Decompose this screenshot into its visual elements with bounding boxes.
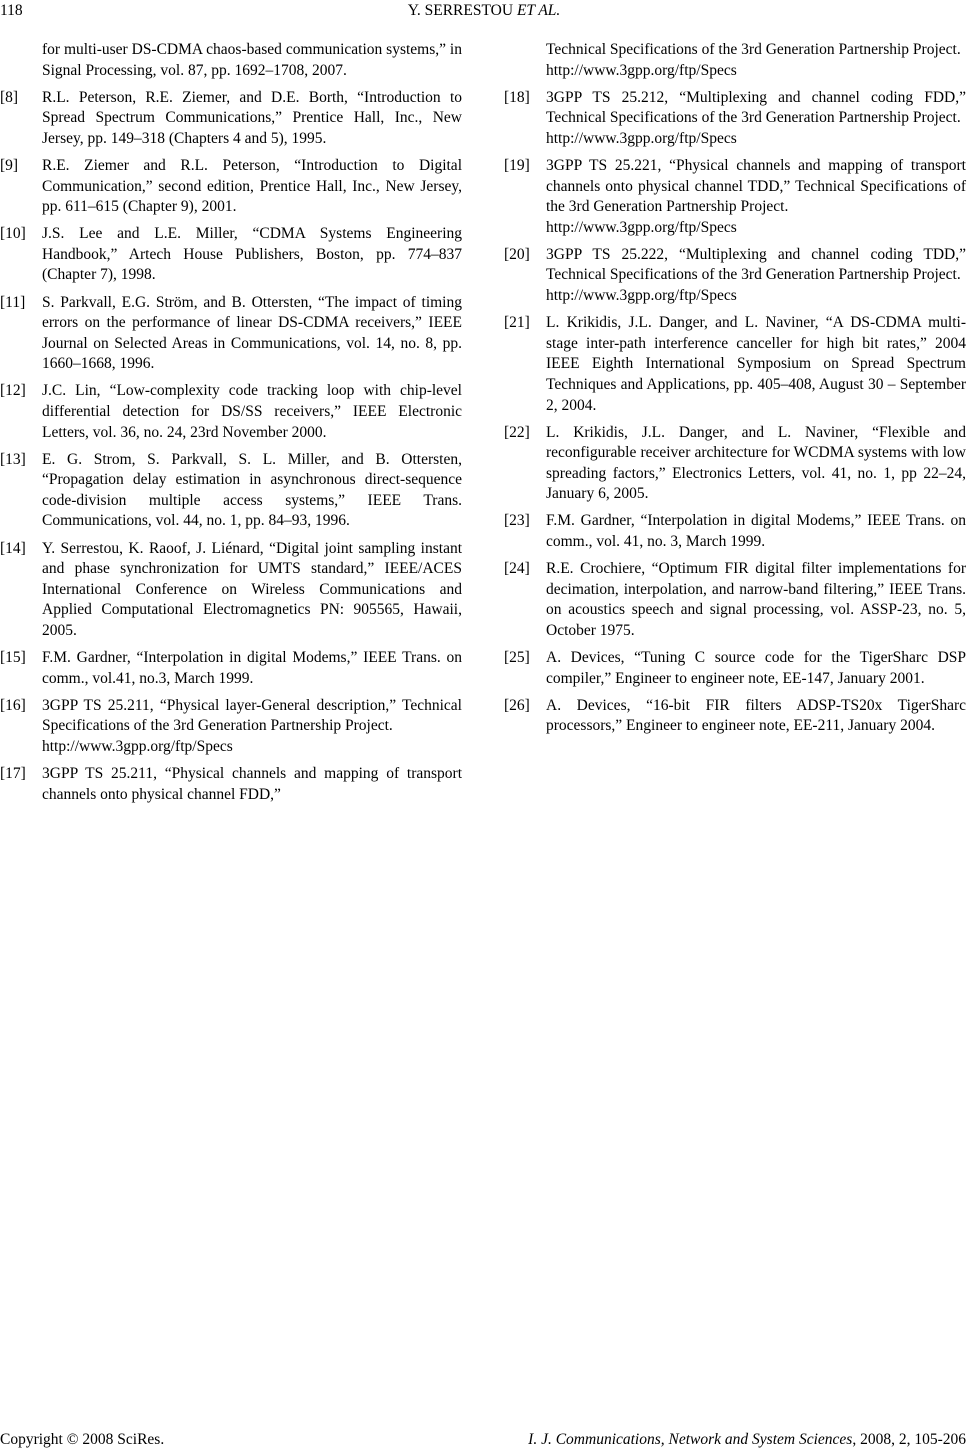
reference-number: [20] bbox=[504, 245, 530, 263]
reference-number: [9] bbox=[0, 156, 19, 174]
reference-item bbox=[0, 88, 462, 150]
running-title-etal: ET AL. bbox=[516, 2, 561, 19]
reference-number: [17] bbox=[0, 765, 26, 782]
reference-url: http://www.3gpp.org/ftp/Specs bbox=[546, 61, 737, 79]
reference-item bbox=[504, 559, 966, 641]
reference-item bbox=[0, 381, 462, 443]
reference-text: A. Devices, “16-bit FIR filters ADSP-TS20x TigerSharc processors,” Engineer to engineer note, EE-211, January 2004. bbox=[546, 696, 966, 735]
reference-number: [18] bbox=[504, 88, 530, 106]
reference-text: F.M. Gardner, “Interpolation in digital Modems,” IEEE Trans. on comm., vol.41, no.3, March 1999. bbox=[42, 649, 462, 687]
reference-text: J.S. Lee and L.E. Miller, “CDMA Systems Engineering Handbook,” Artech House Publishers, Boston, pp. 774–837 (Chapter 7), 1998. bbox=[42, 225, 462, 284]
reference-text: Y. Serrestou, K. Raoof, J. Liénard, “Digital joint sampling instant and phase synchronization for UMTS standard,” IEEE/ACES International Conference on Wireless Communications and Applied Computational Electromagnetics PN: 905565, Hawaii, 2005. bbox=[42, 539, 462, 639]
reference-continuation: for multi-user DS-CDMA chaos-based communication systems,” in Signal Processing, vol. 87, pp. 1692–1708, 2007. bbox=[42, 41, 462, 79]
reference-number: [11] bbox=[0, 293, 26, 311]
reference-item bbox=[504, 648, 966, 689]
reference-item bbox=[0, 224, 462, 286]
reference-number: [12] bbox=[0, 382, 26, 400]
reference-list-right bbox=[504, 88, 966, 737]
reference-text: 3GPP TS 25.222, “Multiplexing and channel coding TDD,” Technical Specifications of the 3rd Generation Partnership Project. bbox=[546, 245, 966, 284]
reference-item bbox=[504, 423, 966, 505]
reference-number: [24] bbox=[504, 560, 530, 578]
reference-item bbox=[504, 313, 966, 416]
reference-continuation-right bbox=[504, 40, 966, 81]
reference-number: [22] bbox=[504, 423, 530, 441]
reference-item bbox=[0, 450, 462, 532]
reference-text: E. G. Strom, S. Parkvall, S. L. Miller, and B. Ottersten, “Propagation delay estimation in asynchronous direct-sequence code-division multiple access systems,” IEEE Trans. Communications, vol. 44, no. 1, pp. 84–93, 1996. bbox=[42, 450, 462, 530]
page-header bbox=[0, 0, 968, 28]
reference-url: http://www.3gpp.org/ftp/Specs bbox=[546, 287, 737, 305]
reference-text: R.E. Ziemer and R.L. Peterson, “Introduction to Digital Communication,” second edition, Prentice Hall, Inc., New Jersey, pp. 611–615 (Chapter 9), 2001. bbox=[42, 156, 462, 216]
reference-item bbox=[0, 696, 462, 758]
running-title bbox=[0, 2, 968, 20]
continuation-text: Technical Specifications of the 3rd Generation Partnership Project. bbox=[546, 41, 961, 58]
reference-item bbox=[0, 539, 462, 642]
copyright-notice: Copyright © 2008 SciRes. bbox=[0, 1431, 165, 1448]
right-column bbox=[504, 40, 966, 743]
reference-text: 3GPP TS 25.211, “Physical channels and mapping of transport channels onto physical channel FDD,” bbox=[42, 765, 462, 803]
reference-item bbox=[0, 293, 462, 375]
reference-text: S. Parkvall, E.G. Ström, and B. Ottersten, “The impact of timing errors on the performance of linear DS-CDMA receivers,” IEEE Journal on Selected Areas in Communications, vol. 14, no. 8, pp. 1660–1668, 1996. bbox=[42, 293, 462, 373]
reference-text: 3GPP TS 25.212, “Multiplexing and channel coding FDD,” Technical Specifications of the 3rd Generation Partnership Project. bbox=[546, 88, 966, 127]
reference-number: [23] bbox=[504, 512, 530, 530]
reference-url: http://www.3gpp.org/ftp/Specs bbox=[42, 737, 233, 755]
reference-number: [10] bbox=[0, 225, 26, 243]
reference-number: [21] bbox=[504, 314, 530, 332]
reference-item bbox=[0, 156, 462, 218]
reference-number: [14] bbox=[0, 539, 26, 557]
reference-item bbox=[504, 511, 966, 552]
reference-item bbox=[504, 156, 966, 238]
reference-text: L. Krikidis, J.L. Danger, and L. Naviner, “Flexible and reconfigurable receiver architecture for WCDMA systems with low spreading factors,” Electronics Letters, vol. 41, no. 1, pp 22–24, January 6, 2005. bbox=[546, 423, 966, 503]
reference-item bbox=[504, 88, 966, 150]
reference-number: [19] bbox=[504, 156, 530, 174]
reference-number: [8] bbox=[0, 88, 19, 106]
reference-text: F.M. Gardner, “Interpolation in digital Modems,” IEEE Trans. on comm., vol. 41, no. 3, March 1999. bbox=[546, 512, 966, 551]
reference-text: L. Krikidis, J.L. Danger, and L. Naviner, “A DS-CDMA multi-stage inter-path interference canceller for high bit rates,” 2004 IEEE Eighth International Symposium on Spread Spectrum Techniques and Applications, pp. 405–408, August 30 – September 2, 2004. bbox=[546, 314, 966, 414]
reference-item bbox=[504, 696, 966, 737]
reference-text: A. Devices, “Tuning C source code for the TigerSharc DSP compiler,” Engineer to engineer note, EE-147, January 2001. bbox=[546, 649, 966, 687]
journal-issue: , 2008, 2, 105-206 bbox=[852, 1431, 966, 1448]
reference-item bbox=[0, 764, 462, 805]
page-number: 118 bbox=[0, 2, 23, 19]
reference-number: [26] bbox=[504, 696, 530, 714]
reference-text: R.L. Peterson, R.E. Ziemer, and D.E. Borth, “Introduction to Spread Spectrum Communications,” Prentice Hall, Inc., New Jersey, pp. 149–318 (Chapters 4 and 5), 1995. bbox=[42, 88, 462, 147]
left-column bbox=[0, 40, 462, 812]
reference-item bbox=[504, 245, 966, 307]
journal-name: I. J. Communications, Network and System Sciences bbox=[528, 1431, 853, 1448]
reference-item bbox=[0, 648, 462, 689]
reference-text: 3GPP TS 25.211, “Physical layer-General description,” Technical Specifications of the 3rd Generation Partnership Project. bbox=[42, 696, 462, 735]
reference-number: [16] bbox=[0, 696, 26, 714]
reference-number: [13] bbox=[0, 450, 26, 468]
reference-text: J.C. Lin, “Low-complexity code tracking loop with chip-level differential detection for DS/SS receivers,” IEEE Electronic Letters, vol. 36, no. 24, 23rd November 2000. bbox=[42, 382, 462, 441]
reference-number: [25] bbox=[504, 649, 530, 667]
reference-list-left bbox=[0, 88, 462, 806]
reference-number: [15] bbox=[0, 649, 26, 667]
reference-text: 3GPP TS 25.221, “Physical channels and mapping of transport channels onto physical channel TDD,” Technical Specifications of the 3rd Generation Partnership Project. bbox=[546, 156, 966, 216]
reference-text: R.E. Crochiere, “Optimum FIR digital filter implementations for decimation, interpolation, and narrow-band filtering,” IEEE Trans. on acoustics speech and signal processing, vol. ASSP-23, no. 5, October 1975. bbox=[546, 560, 966, 639]
reference-url: http://www.3gpp.org/ftp/Specs bbox=[546, 218, 737, 236]
journal-citation bbox=[528, 1431, 966, 1449]
reference-url: http://www.3gpp.org/ftp/Specs bbox=[546, 129, 737, 147]
running-title-author: Y. SERRESTOU bbox=[407, 2, 514, 19]
